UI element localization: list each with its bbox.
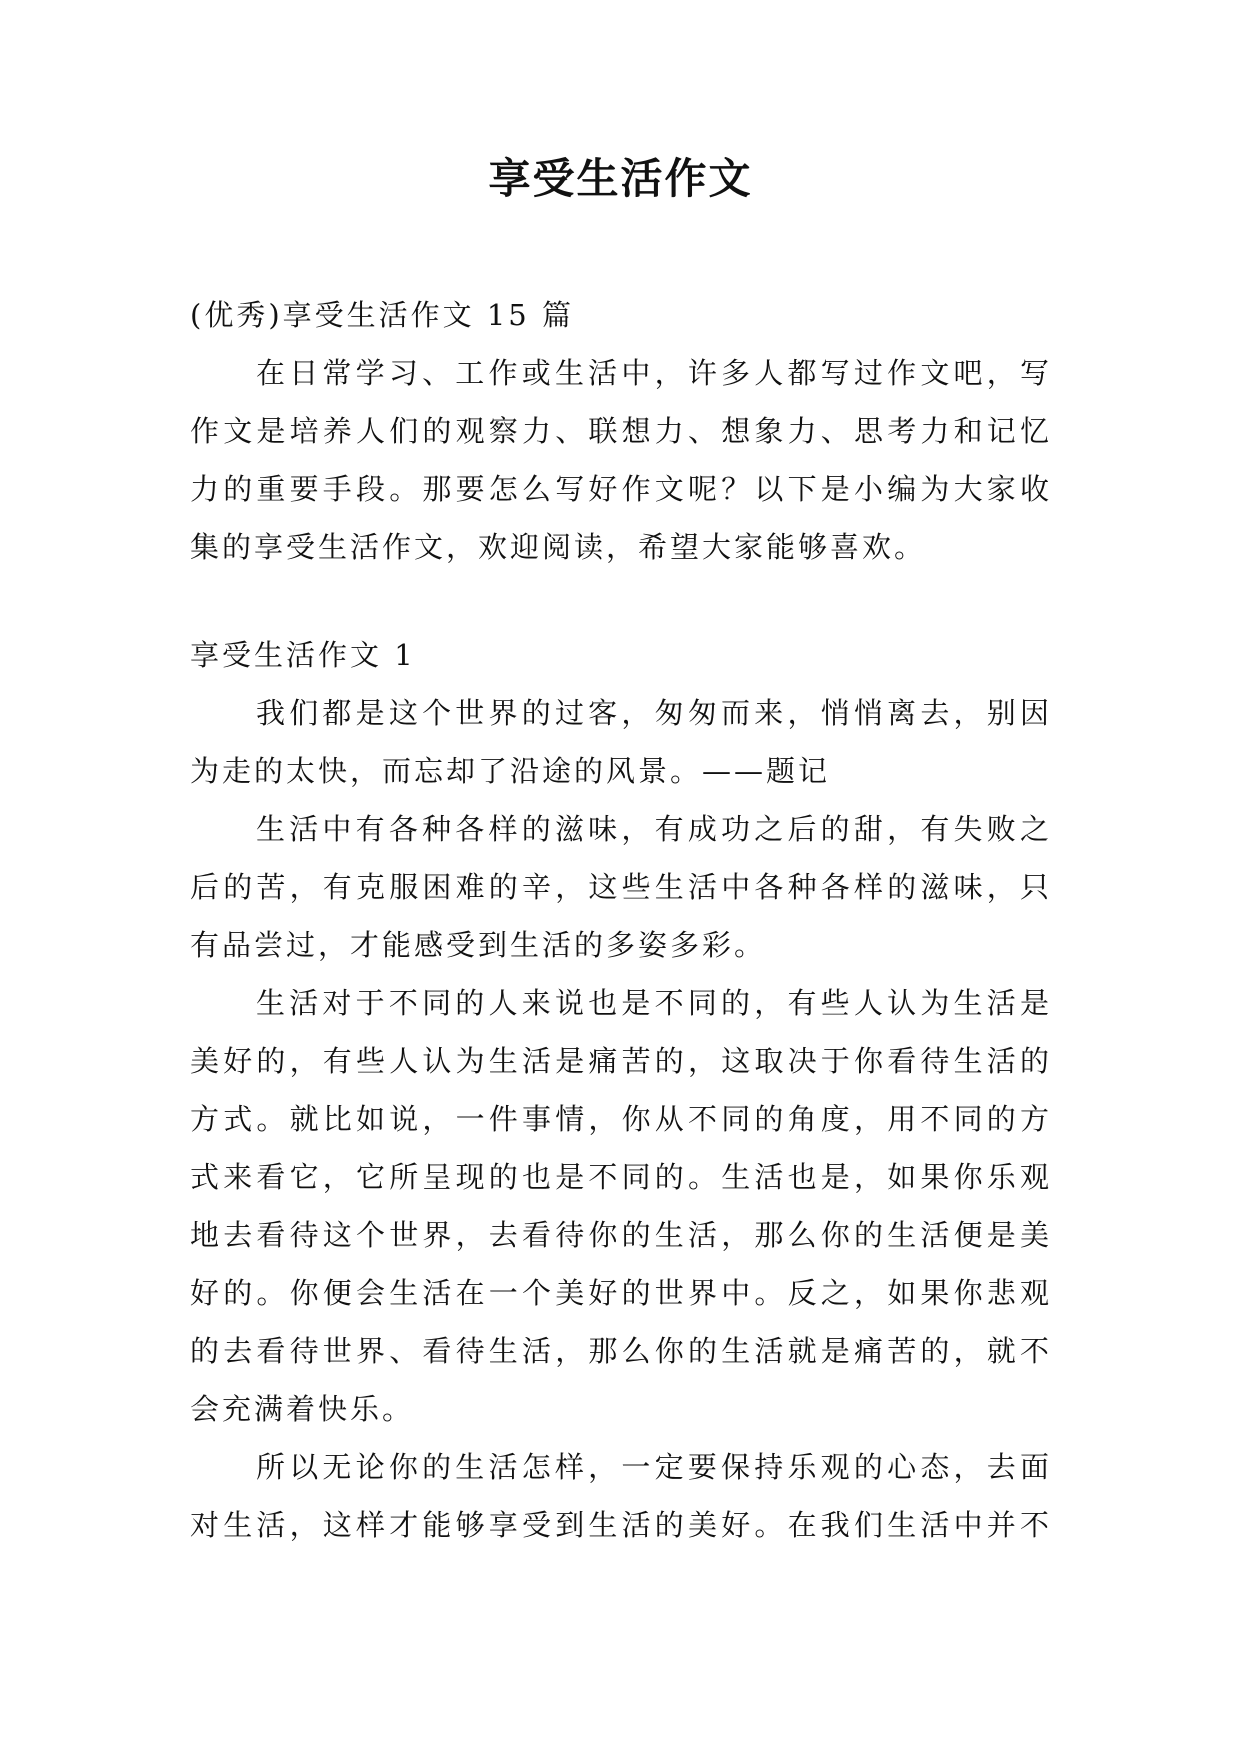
paragraph-line: 所以无论你的生活怎样，一定要保持乐观的心态，去面 [256, 1450, 1052, 1484]
paragraph-line: 对生活，这样才能够享受到生活的美好。在我们生活中并不 [190, 1508, 1052, 1542]
document-subtitle: (优秀)享受生活作文 15 篇 [190, 298, 574, 332]
paragraph-line: 方式。就比如说，一件事情，你从不同的角度，用不同的方 [190, 1102, 1052, 1136]
document-body [190, 286, 1052, 1554]
paragraph-line: 后的苦，有克服困难的辛，这些生活中各种各样的滋味，只 [190, 870, 1052, 904]
paragraph-line: 式来看它，它所呈现的也是不同的。生活也是，如果你乐观 [190, 1160, 1052, 1194]
paragraph-line: 有品尝过，才能感受到生活的多姿多彩。 [190, 928, 767, 962]
intro-line: 力的重要手段。那要怎么写好作文呢？以下是小编为大家收 [190, 472, 1052, 506]
paragraph-line: 生活对于不同的人来说也是不同的，有些人认为生活是 [256, 986, 1052, 1020]
intro-paragraph [190, 344, 1052, 576]
paragraph [190, 1438, 1052, 1554]
paragraph [190, 800, 1052, 974]
paragraph-line: 会充满着快乐。 [190, 1392, 415, 1426]
document-title: 享受生活作文 [488, 154, 753, 203]
paragraph-line: 美好的，有些人认为生活是痛苦的，这取决于你看待生活的 [190, 1044, 1052, 1078]
intro-line: 在日常学习、工作或生活中，许多人都写过作文吧，写 [256, 356, 1052, 390]
paragraph-line: 的去看待世界、看待生活，那么你的生活就是痛苦的，就不 [190, 1334, 1052, 1368]
paragraph-line: 我们都是这个世界的过客，匆匆而来，悄悄离去，别因 [256, 696, 1052, 730]
intro-line: 集的享受生活作文，欢迎阅读，希望大家能够喜欢。 [190, 530, 927, 564]
paragraph-line: 地去看待这个世界，去看待你的生活，那么你的生活便是美 [190, 1218, 1052, 1252]
section-heading: 享受生活作文 1 [190, 638, 416, 672]
paragraph [190, 974, 1052, 1438]
paragraph-line: 生活中有各种各样的滋味，有成功之后的甜，有失败之 [256, 812, 1052, 846]
paragraph-line: 好的。你便会生活在一个美好的世界中。反之，如果你悲观 [190, 1276, 1052, 1310]
paragraph-line: 为走的太快，而忘却了沿途的风景。——题记 [190, 754, 831, 788]
section-gap [190, 576, 1052, 626]
intro-line: 作文是培养人们的观察力、联想力、想象力、思考力和记忆 [190, 414, 1052, 448]
paragraph [190, 684, 1052, 800]
